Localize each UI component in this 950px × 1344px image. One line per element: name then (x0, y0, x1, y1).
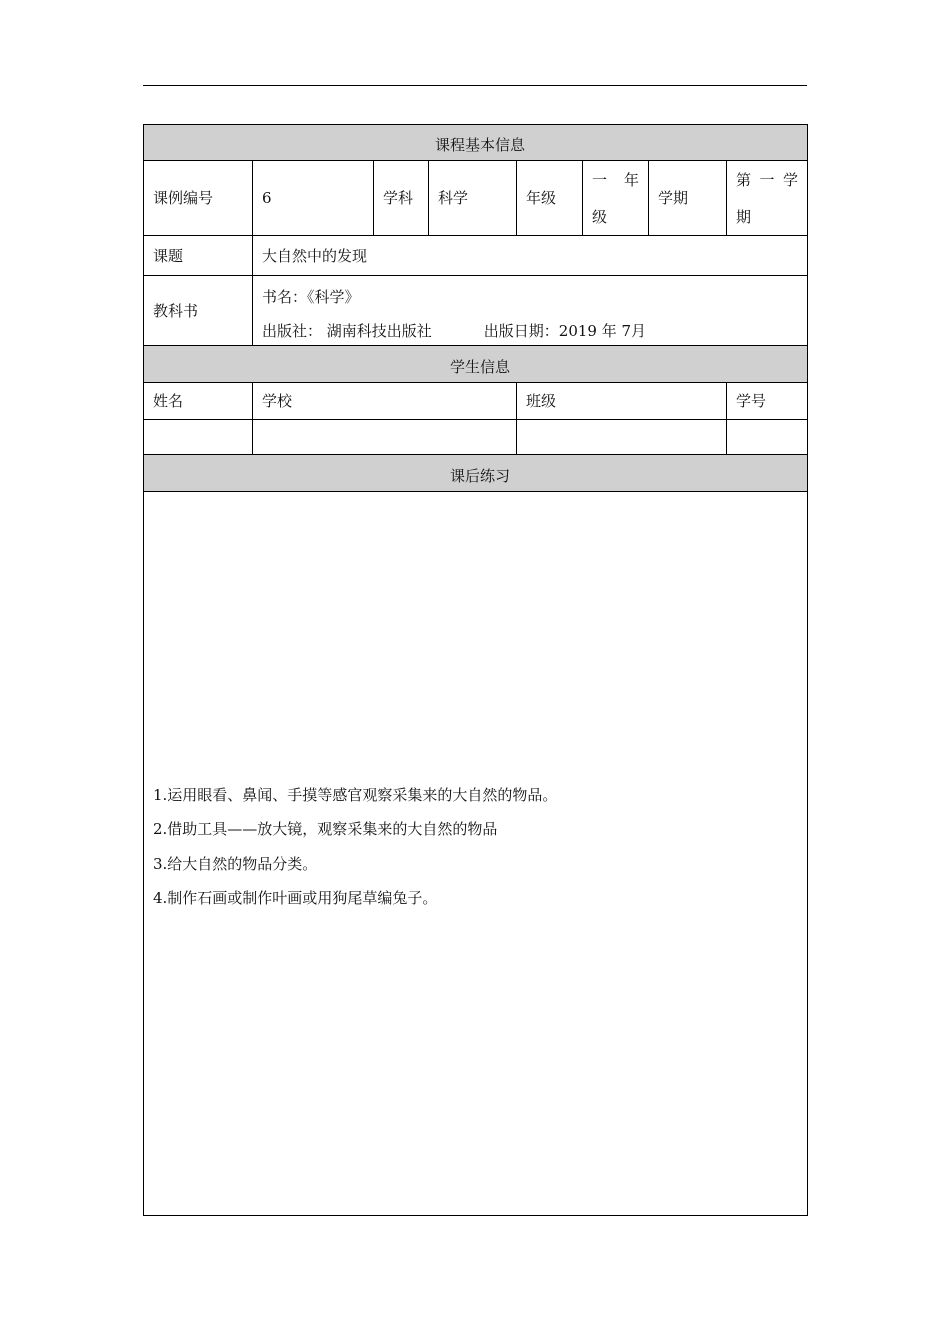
course-form-table (143, 124, 808, 1216)
topic-label: 课题 (144, 236, 253, 276)
student-values-row (144, 420, 808, 455)
term-value-char4: 期 (736, 207, 752, 226)
case-no-value: 6 (253, 161, 374, 236)
case-no-label: 课例编号 (144, 161, 253, 236)
term-label: 学期 (649, 161, 727, 236)
term-value (727, 161, 808, 236)
publish-date: 出版日期：2019 年 7月 (483, 322, 647, 340)
homework-header (144, 455, 808, 492)
name-label: 姓名 (144, 383, 253, 420)
homework-title: 课后练习 (450, 466, 511, 485)
topic-value: 大自然中的发现 (253, 236, 808, 276)
student-info-header (144, 346, 808, 383)
textbook-row (144, 276, 808, 346)
term-value-line1 (736, 170, 807, 190)
homework-item-1: 1.运用眼看、鼻闻、手摸等感官观察采集来的大自然的物品。 (153, 785, 558, 804)
course-info-header (144, 125, 808, 161)
grade-value-char3: 级 (592, 207, 608, 226)
grade-value (583, 161, 649, 236)
grade-value-char2: 年 (623, 170, 639, 189)
student-no-field[interactable] (727, 420, 808, 455)
homework-item-4: 4.制作石画或制作叶画或用狗尾草编兔子。 (153, 889, 438, 907)
course-info-title: 课程基本信息 (435, 136, 526, 154)
textbook-details (253, 276, 808, 346)
homework-item-2: 2.借助工具——放大镜，观察采集来的大自然的物品 (153, 820, 498, 838)
school-label: 学校 (253, 383, 517, 420)
term-value-char2: 一 (759, 170, 775, 189)
course-info-header-row (144, 125, 808, 161)
student-no-label: 学号 (727, 383, 808, 420)
homework-header-row (144, 455, 808, 492)
course-meta-row (144, 161, 808, 236)
book-name: 书名：《科学》 (262, 288, 360, 306)
class-field[interactable] (517, 420, 727, 455)
grade-label: 年级 (517, 161, 583, 236)
header-rule (143, 85, 807, 86)
grade-value-char1: 一 (592, 170, 608, 189)
textbook-label: 教科书 (144, 276, 253, 346)
homework-item-3: 3.给大自然的物品分类。 (153, 854, 318, 873)
name-field[interactable] (144, 420, 253, 455)
student-labels-row (144, 383, 808, 420)
publisher: 出版社： 湖南科技出版社 (262, 322, 432, 340)
subject-label: 学科 (374, 161, 429, 236)
grade-value-line1 (592, 170, 648, 190)
homework-body-row (144, 492, 808, 1216)
student-info-header-row (144, 346, 808, 383)
homework-list (144, 492, 808, 1216)
subject-value: 科学 (429, 161, 517, 236)
school-field[interactable] (253, 420, 517, 455)
class-label: 班级 (517, 383, 727, 420)
term-value-char1: 第 (736, 170, 752, 189)
term-value-char3: 学 (783, 170, 799, 189)
topic-row (144, 236, 808, 276)
textbook-publish-line (262, 321, 807, 341)
student-info-title: 学生信息 (450, 357, 511, 376)
